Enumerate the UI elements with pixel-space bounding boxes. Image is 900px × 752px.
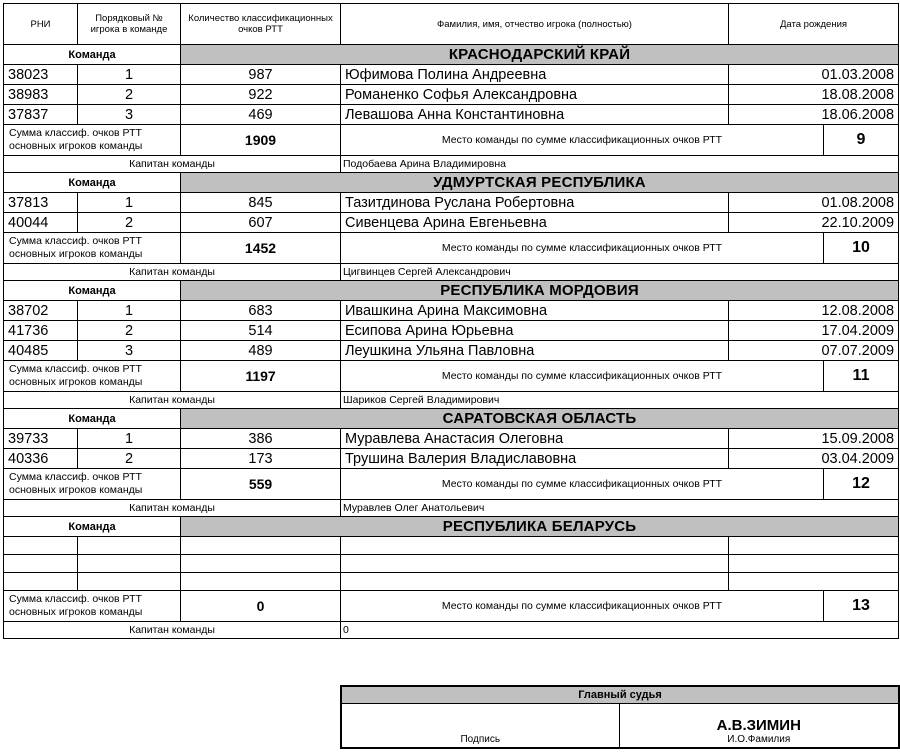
judge-name-label: И.О.Фамилия — [727, 734, 791, 745]
empty-cell — [78, 537, 181, 555]
team-name: УДМУРТСКАЯ РЕСПУБЛИКА — [181, 173, 899, 193]
captain-name: Подобаева Арина Владимировна — [341, 156, 899, 173]
player-name: Есипова Арина Юрьевна — [341, 321, 729, 341]
team-header-row — [4, 517, 899, 537]
player-rni: 40044 — [4, 213, 78, 233]
team-place-value: 13 — [824, 591, 899, 622]
player-row — [4, 105, 899, 125]
team-sum-value: 559 — [181, 469, 341, 500]
player-points: 386 — [181, 429, 341, 449]
captain-label: Капитан команды — [4, 392, 341, 409]
team-sum-row — [4, 469, 899, 500]
header-rni: РНИ — [4, 4, 78, 45]
empty-cell — [78, 555, 181, 573]
player-order: 2 — [78, 85, 181, 105]
player-name: Юфимова Полина Андреевна — [341, 65, 729, 85]
captain-row — [4, 156, 899, 173]
player-dob: 01.03.2008 — [729, 65, 899, 85]
player-name: Трушина Валерия Владиславовна — [341, 449, 729, 469]
player-rni: 40485 — [4, 341, 78, 361]
empty-cell — [4, 537, 78, 555]
player-rni: 37813 — [4, 193, 78, 213]
player-dob: 12.08.2008 — [729, 301, 899, 321]
team-sum-row — [4, 361, 899, 392]
place-label: Место команды по сумме классификационных очков РТТ — [341, 591, 824, 622]
player-order: 2 — [78, 213, 181, 233]
player-rni: 38983 — [4, 85, 78, 105]
captain-row — [4, 264, 899, 281]
empty-cell — [341, 555, 729, 573]
player-name: Левашова Анна Константиновна — [341, 105, 729, 125]
team-name: РЕСПУБЛИКА МОРДОВИЯ — [181, 281, 899, 301]
team-header-row — [4, 45, 899, 65]
player-row — [4, 341, 899, 361]
team-header-row — [4, 173, 899, 193]
player-points: 987 — [181, 65, 341, 85]
sum-label: Сумма классиф. очков РТТ основных игроков команды — [4, 591, 181, 622]
player-points: 469 — [181, 105, 341, 125]
team-place-value: 9 — [824, 125, 899, 156]
player-dob: 03.04.2009 — [729, 449, 899, 469]
team-sum-value: 1909 — [181, 125, 341, 156]
table-header — [4, 4, 899, 45]
empty-cell — [181, 555, 341, 573]
player-rni: 37837 — [4, 105, 78, 125]
player-order: 1 — [78, 301, 181, 321]
team-header-row — [4, 409, 899, 429]
place-label: Место команды по сумме классификационных очков РТТ — [341, 469, 824, 500]
player-row — [4, 301, 899, 321]
player-row — [4, 321, 899, 341]
player-row — [4, 65, 899, 85]
player-dob: 22.10.2009 — [729, 213, 899, 233]
player-points: 922 — [181, 85, 341, 105]
player-rni: 41736 — [4, 321, 78, 341]
player-name: Муравлева Анастасия Олеговна — [341, 429, 729, 449]
sum-label: Сумма классиф. очков РТТ основных игроков команды — [4, 125, 181, 156]
signature-label: Подпись — [460, 734, 501, 745]
team-roster-table — [3, 3, 899, 639]
header-points: Количество классификационных очков РТТ — [181, 4, 341, 45]
player-name: Романенко Софья Александровна — [341, 85, 729, 105]
player-name: Сивенцева Арина Евгеньевна — [341, 213, 729, 233]
player-rni: 38702 — [4, 301, 78, 321]
team-place-value: 12 — [824, 469, 899, 500]
player-order: 3 — [78, 341, 181, 361]
player-row — [4, 85, 899, 105]
header-order: Порядковый № игрока в команде — [78, 4, 181, 45]
team-label: Команда — [4, 517, 181, 537]
captain-label: Капитан команды — [4, 500, 341, 517]
team-place-value: 11 — [824, 361, 899, 392]
judge-name: А.В.ЗИМИН — [716, 717, 801, 734]
place-label: Место команды по сумме классификационных очков РТТ — [341, 233, 824, 264]
captain-row — [4, 622, 899, 639]
captain-row — [4, 392, 899, 409]
place-label: Место команды по сумме классификационных очков РТТ — [341, 361, 824, 392]
captain-name: 0 — [341, 622, 899, 639]
team-label: Команда — [4, 173, 181, 193]
team-place-value: 10 — [824, 233, 899, 264]
signature-field — [341, 703, 619, 748]
team-label: Команда — [4, 45, 181, 65]
player-row — [4, 429, 899, 449]
empty-player-row — [4, 573, 899, 591]
empty-cell — [729, 573, 899, 591]
player-row — [4, 213, 899, 233]
team-label: Команда — [4, 281, 181, 301]
captain-label: Капитан команды — [4, 264, 341, 281]
player-dob: 18.06.2008 — [729, 105, 899, 125]
team-name: КРАСНОДАРСКИЙ КРАЙ — [181, 45, 899, 65]
team-name: РЕСПУБЛИКА БЕЛАРУСЬ — [181, 517, 899, 537]
team-sum-row — [4, 233, 899, 264]
captain-row — [4, 500, 899, 517]
player-dob: 15.09.2008 — [729, 429, 899, 449]
player-rni: 38023 — [4, 65, 78, 85]
player-order: 1 — [78, 429, 181, 449]
player-points: 607 — [181, 213, 341, 233]
sum-label: Сумма классиф. очков РТТ основных игроков команды — [4, 361, 181, 392]
player-rni: 39733 — [4, 429, 78, 449]
player-order: 3 — [78, 105, 181, 125]
player-dob: 18.08.2008 — [729, 85, 899, 105]
player-order: 1 — [78, 193, 181, 213]
player-name: Леушкина Ульяна Павловна — [341, 341, 729, 361]
player-rni: 40336 — [4, 449, 78, 469]
chief-judge-title: Главный судья — [341, 686, 899, 703]
sum-label: Сумма классиф. очков РТТ основных игроков команды — [4, 469, 181, 500]
team-sum-value: 0 — [181, 591, 341, 622]
player-row — [4, 449, 899, 469]
chief-judge-block — [340, 685, 900, 749]
player-order: 2 — [78, 449, 181, 469]
player-name: Тазитдинова Руслана Робертовна — [341, 193, 729, 213]
player-row — [4, 193, 899, 213]
player-points: 173 — [181, 449, 341, 469]
team-name: САРАТОВСКАЯ ОБЛАСТЬ — [181, 409, 899, 429]
header-dob: Дата рождения — [729, 4, 899, 45]
empty-cell — [181, 537, 341, 555]
team-sum-value: 1197 — [181, 361, 341, 392]
player-order: 2 — [78, 321, 181, 341]
team-sum-row — [4, 591, 899, 622]
empty-cell — [341, 573, 729, 591]
empty-cell — [78, 573, 181, 591]
empty-cell — [341, 537, 729, 555]
team-header-row — [4, 281, 899, 301]
player-dob: 01.08.2008 — [729, 193, 899, 213]
player-points: 683 — [181, 301, 341, 321]
empty-cell — [4, 555, 78, 573]
sum-label: Сумма классиф. очков РТТ основных игроков команды — [4, 233, 181, 264]
captain-name: Муравлев Олег Анатольевич — [341, 500, 899, 517]
player-dob: 17.04.2009 — [729, 321, 899, 341]
team-sum-value: 1452 — [181, 233, 341, 264]
empty-player-row — [4, 555, 899, 573]
player-dob: 07.07.2009 — [729, 341, 899, 361]
player-name: Ивашкина Арина Максимовна — [341, 301, 729, 321]
player-points: 845 — [181, 193, 341, 213]
captain-label: Капитан команды — [4, 156, 341, 173]
judge-name-field — [619, 703, 899, 748]
header-name: Фамилия, имя, отчество игрока (полностью) — [341, 4, 729, 45]
empty-player-row — [4, 537, 899, 555]
captain-name: Цигвинцев Сергей Александрович — [341, 264, 899, 281]
empty-cell — [4, 573, 78, 591]
team-label: Команда — [4, 409, 181, 429]
empty-cell — [729, 537, 899, 555]
captain-label: Капитан команды — [4, 622, 341, 639]
empty-cell — [729, 555, 899, 573]
player-points: 514 — [181, 321, 341, 341]
place-label: Место команды по сумме классификационных очков РТТ — [341, 125, 824, 156]
team-sum-row — [4, 125, 899, 156]
captain-name: Шариков Сергей Владимирович — [341, 392, 899, 409]
empty-cell — [181, 573, 341, 591]
player-points: 489 — [181, 341, 341, 361]
player-order: 1 — [78, 65, 181, 85]
